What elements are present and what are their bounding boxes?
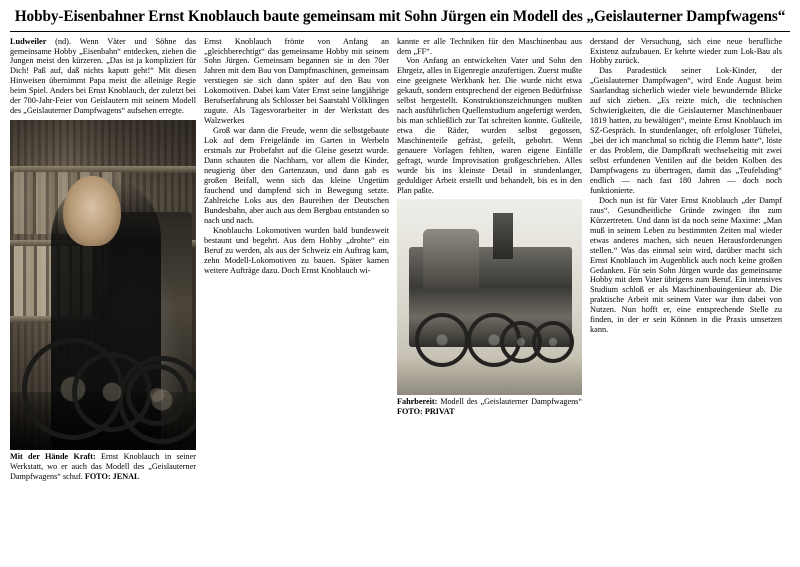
- col1-paragraph-1: (nd). Wenn Väter und Söhne das gemeinsame Hobby „Eisenbahn“ entdecken, ziehen die Jungen meist den kürzeren. „Das ist ja kompliziert für Dich! Paß auf, daß nichts kaputt geht!“ Mit diesen Hinweisen übernimmt Papa meist die alleinige Regie beim Spiel. Anders bei Ernst Knoblauch, der zuletzt bei der 700-Jahr-Feier von Geislautern mit seinem Modell des „Geislauterner Dampfwagens“ aufsehen erregte.: [10, 36, 196, 116]
- caption-text: Ernst Knoblauch in seiner Werkstatt, wo er auch das Modell des „Geislauterner Dampfwagens“ schuf.: [10, 452, 196, 482]
- workshop-photo: [10, 120, 196, 450]
- col2-paragraph-2: Groß war dann die Freude, wenn die selbstgebaute Lok auf dem Freigelände im Garten in Werbeln erstmals zur Probefahrt auf die Gleise gesetzt wurde. Dann schauten die Nachbarn, vor allem die Kinder, neugierig über den Gartenzaun, und dann gab es großen Beifall, wenn sich das kleine Ungetüm fauchend und dampfend sich in Bewegung setzte. Zahlreiche Loks aus den Baureihen der Deutschen Bundesbahn, aber auch aus dem Bergbau entstanden so nach und nach.: [204, 126, 389, 225]
- person-face: [63, 176, 121, 246]
- col2-paragraph-3: Knoblauchs Lokomotiven wurden bald bundesweit bestaunt und begehrt. Aus dem Hobby „drohte“ ein Beruf zu werden, als aus der Schweiz ein Auftrag kam, zehn Modell-Lokomotiven zu bauen. Später kamen weitere Aufträge dazu. Doch Ernst Knoblauch wi-: [204, 225, 389, 275]
- wheel-icon: [532, 321, 574, 363]
- dateline: Ludweiler: [10, 36, 47, 46]
- chimney-part: [493, 213, 513, 259]
- steam-wagon-photo: [397, 199, 582, 395]
- caption-text: Modell des „Geislauterner Dampfwagens“: [437, 396, 582, 406]
- col2-paragraph-1: Ernst Knoblauch frönte von Anfang an „gleichberechtigt“ das gemeinsame Hobby mit seinem Sohn Jürgen. Gemeinsam begannen sie in den 70er Jahren mit dem Bau von Dampfmaschinen, gemeinsam verstiegen sie sich dann später auf den Bau von Lokomotiven. Dabei kam Vater Ernst seine langjährige Berufserfahrung als Schlosser bei Saarstahl Völklingen zugute. Als Tagesvorarbeiter in der Werkstatt des Walzwerkes: [204, 36, 389, 126]
- column-3: [396, 37, 589, 421]
- col3-paragraph-1: kannte er alle Techniken für den Maschinenbau aus dem „FF“.: [397, 36, 582, 56]
- lead-paragraph: [10, 37, 196, 117]
- boiler-part: [423, 229, 479, 289]
- col4-paragraph-3: Doch nun ist für Vater Ernst Knoblauch „der Dampf raus“. Gesundheitliche Gründe zwingen ihn zum Kürzertreten. Und dann ist da noch seine Maxime: „Man muß in seinem Leben zu bestimmten Zeiten mal wieder etwas anderes machen, sich neuen Herausforderungen stellen.“ Was das einmal sein wird, darüber macht sich Ernst Knoblauch im Augenblick auch noch keine großen Gedanken. Für sein Sohn Jürgen wurde das gemeinsame Hobby mit dem Vater übrigens zum Beruf. Ein intensives Studium schloß er als Maschinenbauingenieur ab. Die praktische Arbeit mit seinem Vater war ihm dabei von Nutzen. Nun hofft er, eine entsprechende Stelle zu finden, in der er sein Können in die Praxis umsetzen kann.: [590, 195, 782, 335]
- column-4: [589, 37, 782, 336]
- col4-paragraph-1: derstand der Versuchung, sich eine neue berufliche Existenz aufzubauen. Er kehrte wieder zum Lok-Bau als Hobby zurück.: [590, 36, 782, 66]
- wheel-icon: [415, 313, 469, 367]
- workshop-photo-caption: [10, 452, 196, 482]
- col4-paragraph-2: Das Paradestück seiner Lok-Kinder, der „Geislauterner Dampfwagen“, wird Ende August beim Saarlandtag sicherlich wieder viele bewundernde Blicke auf sich ziehen. „Es reizte mich, die technischen Schwierigkeiten, die die Geislauterner Maschinenbauer 1819 hatten, zu bewältigen“, meinte Ernst Knoblauch im SZ-Gespräch. In stundenlanger, oft erfolgloser Tüftelei, „bei der ich manchmal so richtig die Flemm hatte“, löste er das Problem, die Dampfkraft wechselseitig mit zwei selbst erfundenen Ventilen auf die beiden Kolben des Dampfwagens zu übertragen, damit das „Teufelsding“ endlich — nach fast 180 Jahren — doch noch funktionierte.: [590, 66, 782, 195]
- headline-rule: [10, 31, 790, 32]
- caption-lead: Mit der Hände Kraft:: [10, 452, 96, 462]
- column-1: [10, 37, 203, 487]
- photo-credit: FOTO: PRIVAT: [397, 406, 455, 416]
- caption-lead: Fahrbereit:: [397, 396, 438, 406]
- wheel-icon: [126, 364, 188, 426]
- column-2: [203, 37, 396, 276]
- article-columns: [10, 37, 790, 487]
- col3-paragraph-2: Von Anfang an entwickelten Vater und Sohn den Ehrgeiz, alles in Eigenregie anzufertigen. Zuerst mußte eine geeignete Werkbank her. Die wurde nicht etwa gekauft, sondern entsprechend der eigenen Bedürfnisse selbst hergestellt. Konstruktionszeichnungen mußten nach ausführlichen Quellenstudium angefertigt werden, bis man schließlich zur Tat schreiten konnte. Gußteile, etwa die Räder, wurden selbst gegossen, Maschinenteile gefräst, gefeilt, gebohrt. Wenn genauere Vorlagen fehlten, waren eigene Einfälle gefragt, wurde Improvisation großgeschrieben. Alles wurde bis ins kleinste Detail in stundenlanger, geduldiger Arbeit erstellt und behandelt, bis es in den Plan paßte.: [397, 56, 582, 195]
- steam-wagon-photo-caption: [397, 397, 582, 417]
- photo-credit: FOTO: JENAL: [84, 472, 140, 482]
- page-title: Hobby-Eisenbahner Ernst Knoblauch baute gemeinsam mit Sohn Jürgen ein Modell des „Geislauterner Dampfwagens“: [14, 8, 786, 25]
